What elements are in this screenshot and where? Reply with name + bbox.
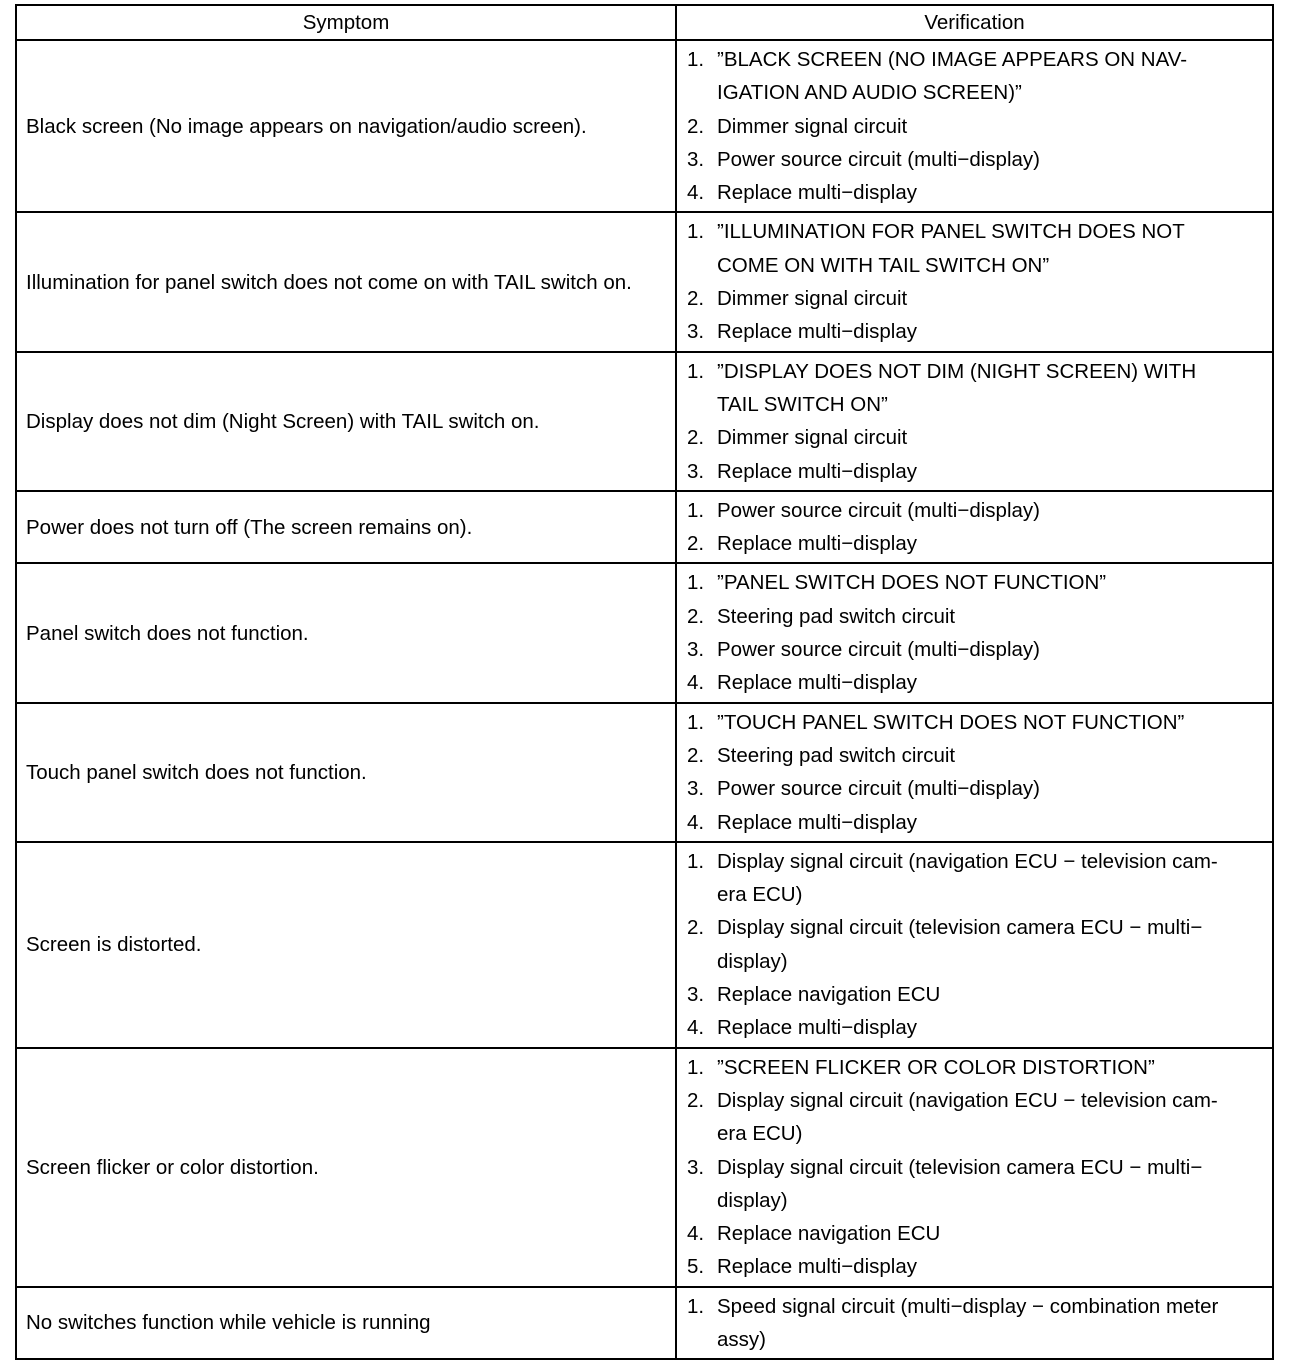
step-number: 2. xyxy=(687,114,705,138)
table-row xyxy=(16,40,1273,212)
step-number: 1. xyxy=(687,498,705,522)
verification-step xyxy=(687,739,1258,772)
verification-step-continuation xyxy=(687,1184,1258,1217)
step-text: Display signal circuit (navigation ECU − television cam- xyxy=(717,849,1218,873)
step-number: 2. xyxy=(687,916,705,940)
verification-step xyxy=(687,666,1258,699)
step-number: 2. xyxy=(687,532,705,556)
verification-steps xyxy=(687,1051,1258,1284)
verification-step xyxy=(687,600,1258,633)
table-row xyxy=(16,703,1273,842)
verification-step xyxy=(687,282,1258,315)
step-number: 3. xyxy=(687,983,705,1007)
step-number: 2. xyxy=(687,1088,705,1112)
verification-step xyxy=(687,566,1258,599)
step-number: 1. xyxy=(687,48,705,71)
step-number: 3. xyxy=(687,320,705,344)
verification-cell xyxy=(676,842,1273,1048)
step-number: 4. xyxy=(687,671,705,695)
step-number: 2. xyxy=(687,426,705,450)
verification-step xyxy=(687,527,1258,560)
step-text: IGATION AND AUDIO SCREEN)” xyxy=(717,81,1022,105)
step-text: Power source circuit (multi−display) xyxy=(717,777,1040,801)
verification-step-continuation xyxy=(687,1117,1258,1150)
verification-steps xyxy=(687,355,1258,488)
step-text: COME ON WITH TAIL SWITCH ON” xyxy=(717,253,1050,277)
table-row xyxy=(16,491,1273,564)
verification-steps xyxy=(687,566,1258,699)
symptom-cell: Touch panel switch does not function. xyxy=(16,703,676,842)
table-row xyxy=(16,1048,1273,1287)
verification-steps xyxy=(687,43,1258,209)
step-text: Display signal circuit (television camera ECU − multi− xyxy=(717,916,1203,940)
step-text: Replace multi−display xyxy=(717,459,917,483)
verification-cell xyxy=(676,1287,1273,1360)
step-number xyxy=(687,76,717,109)
step-number: 4. xyxy=(687,1222,705,1246)
step-text: TAIL SWITCH ON” xyxy=(717,392,888,416)
symptom-cell: Panel switch does not function. xyxy=(16,563,676,702)
verification-cell xyxy=(676,703,1273,842)
step-number: 1. xyxy=(687,220,705,244)
verification-step xyxy=(687,1011,1258,1044)
step-number xyxy=(687,945,717,978)
step-text: Replace multi−display xyxy=(717,671,917,695)
step-text: ”BLACK SCREEN (NO IMAGE APPEARS ON NAV- xyxy=(717,48,1188,71)
verification-step xyxy=(687,806,1258,839)
step-number: 1. xyxy=(687,710,705,734)
symptom-cell: Display does not dim (Night Screen) with TAIL switch on. xyxy=(16,352,676,491)
verification-step xyxy=(687,110,1258,143)
step-text: Replace multi−display xyxy=(717,181,917,205)
step-number: 1. xyxy=(687,849,705,873)
verification-cell xyxy=(676,40,1273,212)
symptom-cell: Power does not turn off (The screen remains on). xyxy=(16,491,676,564)
step-number: 3. xyxy=(687,777,705,801)
step-text: Power source circuit (multi−display) xyxy=(717,147,1040,171)
verification-step xyxy=(687,772,1258,805)
diagnosis-table xyxy=(15,4,1274,1360)
step-number: 4. xyxy=(687,1016,705,1040)
table-row xyxy=(16,1287,1273,1360)
step-text: Dimmer signal circuit xyxy=(717,426,908,450)
step-text: display) xyxy=(717,1188,788,1212)
verification-step xyxy=(687,43,1258,76)
symptom-cell: Screen is distorted. xyxy=(16,842,676,1048)
step-number: 1. xyxy=(687,1294,705,1318)
step-number: 4. xyxy=(687,181,705,205)
verification-step xyxy=(687,494,1258,527)
verification-step xyxy=(687,1051,1258,1084)
symptom-cell: Illumination for panel switch does not come on with TAIL switch on. xyxy=(16,212,676,351)
verification-cell xyxy=(676,491,1273,564)
step-text: Replace multi−display xyxy=(717,532,917,556)
verification-step xyxy=(687,978,1258,1011)
step-number: 3. xyxy=(687,147,705,171)
step-text: ”ILLUMINATION FOR PANEL SWITCH DOES NOT xyxy=(717,220,1185,244)
symptom-cell: No switches function while vehicle is running xyxy=(16,1287,676,1360)
verification-step xyxy=(687,1250,1258,1283)
step-text: Dimmer signal circuit xyxy=(717,287,908,311)
step-number xyxy=(687,1117,717,1150)
verification-cell xyxy=(676,1048,1273,1287)
verification-step xyxy=(687,215,1258,248)
step-number xyxy=(687,388,717,421)
step-text: Replace multi−display xyxy=(717,1255,917,1279)
step-text: Replace navigation ECU xyxy=(717,1222,941,1246)
verification-column-header: Verification xyxy=(676,5,1273,40)
step-text: Dimmer signal circuit xyxy=(717,114,908,138)
step-text: assy) xyxy=(717,1327,766,1351)
verification-step xyxy=(687,1217,1258,1250)
step-number: 1. xyxy=(687,359,705,383)
step-text: Display signal circuit (navigation ECU − television cam- xyxy=(717,1088,1218,1112)
step-text: Steering pad switch circuit xyxy=(717,743,956,767)
verification-step xyxy=(687,143,1258,176)
table-row xyxy=(16,563,1273,702)
step-number: 3. xyxy=(687,459,705,483)
step-number: 5. xyxy=(687,1255,705,1279)
step-number: 1. xyxy=(687,1055,705,1079)
verification-steps xyxy=(687,845,1258,1045)
step-text: Display signal circuit (television camera ECU − multi− xyxy=(717,1155,1203,1179)
step-text: ”PANEL SWITCH DOES NOT FUNCTION” xyxy=(717,571,1107,595)
table-body xyxy=(16,40,1273,1359)
step-text: Power source circuit (multi−display) xyxy=(717,498,1040,522)
step-number: 2. xyxy=(687,604,705,628)
verification-step-continuation xyxy=(687,76,1258,109)
step-number: 2. xyxy=(687,287,705,311)
table-row xyxy=(16,212,1273,351)
step-number: 3. xyxy=(687,1155,705,1179)
verification-step xyxy=(687,355,1258,388)
verification-step xyxy=(687,1151,1258,1184)
step-text: era ECU) xyxy=(717,1122,803,1146)
step-text: Steering pad switch circuit xyxy=(717,604,956,628)
step-number xyxy=(687,1323,717,1356)
step-number xyxy=(687,249,717,282)
step-number: 3. xyxy=(687,638,705,662)
step-number: 2. xyxy=(687,743,705,767)
verification-step xyxy=(687,911,1258,944)
step-text: ”DISPLAY DOES NOT DIM (NIGHT SCREEN) WITH xyxy=(717,359,1197,383)
verification-step-continuation xyxy=(687,945,1258,978)
verification-steps xyxy=(687,1290,1258,1357)
step-number xyxy=(687,878,717,911)
step-text: Replace multi−display xyxy=(717,1016,917,1040)
step-text: Replace navigation ECU xyxy=(717,983,941,1007)
step-text: Speed signal circuit (multi−display − combination meter xyxy=(717,1294,1219,1318)
verification-step-continuation xyxy=(687,1323,1258,1356)
verification-step xyxy=(687,706,1258,739)
verification-step xyxy=(687,315,1258,348)
table-row xyxy=(16,842,1273,1048)
step-text: ”SCREEN FLICKER OR COLOR DISTORTION” xyxy=(717,1055,1155,1079)
symptom-column-header: Symptom xyxy=(16,5,676,40)
verification-cell xyxy=(676,563,1273,702)
verification-step xyxy=(687,455,1258,488)
verification-step-continuation xyxy=(687,388,1258,421)
verification-step xyxy=(687,1084,1258,1117)
step-text: display) xyxy=(717,949,788,973)
verification-cell xyxy=(676,352,1273,491)
verification-step xyxy=(687,1290,1258,1323)
verification-cell xyxy=(676,212,1273,351)
step-text: Replace multi−display xyxy=(717,320,917,344)
verification-step xyxy=(687,845,1258,878)
step-number: 4. xyxy=(687,810,705,834)
step-text: ”TOUCH PANEL SWITCH DOES NOT FUNCTION” xyxy=(717,710,1185,734)
verification-steps xyxy=(687,494,1258,561)
verification-step-continuation xyxy=(687,878,1258,911)
step-text: Power source circuit (multi−display) xyxy=(717,638,1040,662)
verification-step xyxy=(687,176,1258,209)
verification-steps xyxy=(687,215,1258,348)
verification-step xyxy=(687,421,1258,454)
verification-step-continuation xyxy=(687,249,1258,282)
step-number: 1. xyxy=(687,571,705,595)
table-row xyxy=(16,352,1273,491)
verification-steps xyxy=(687,706,1258,839)
verification-step xyxy=(687,633,1258,666)
symptom-cell: Screen flicker or color distortion. xyxy=(16,1048,676,1287)
step-number xyxy=(687,1184,717,1217)
step-text: Replace multi−display xyxy=(717,810,917,834)
symptom-cell: Black screen (No image appears on navigation/audio screen). xyxy=(16,40,676,212)
table-header-row xyxy=(16,5,1273,40)
step-text: era ECU) xyxy=(717,883,803,907)
